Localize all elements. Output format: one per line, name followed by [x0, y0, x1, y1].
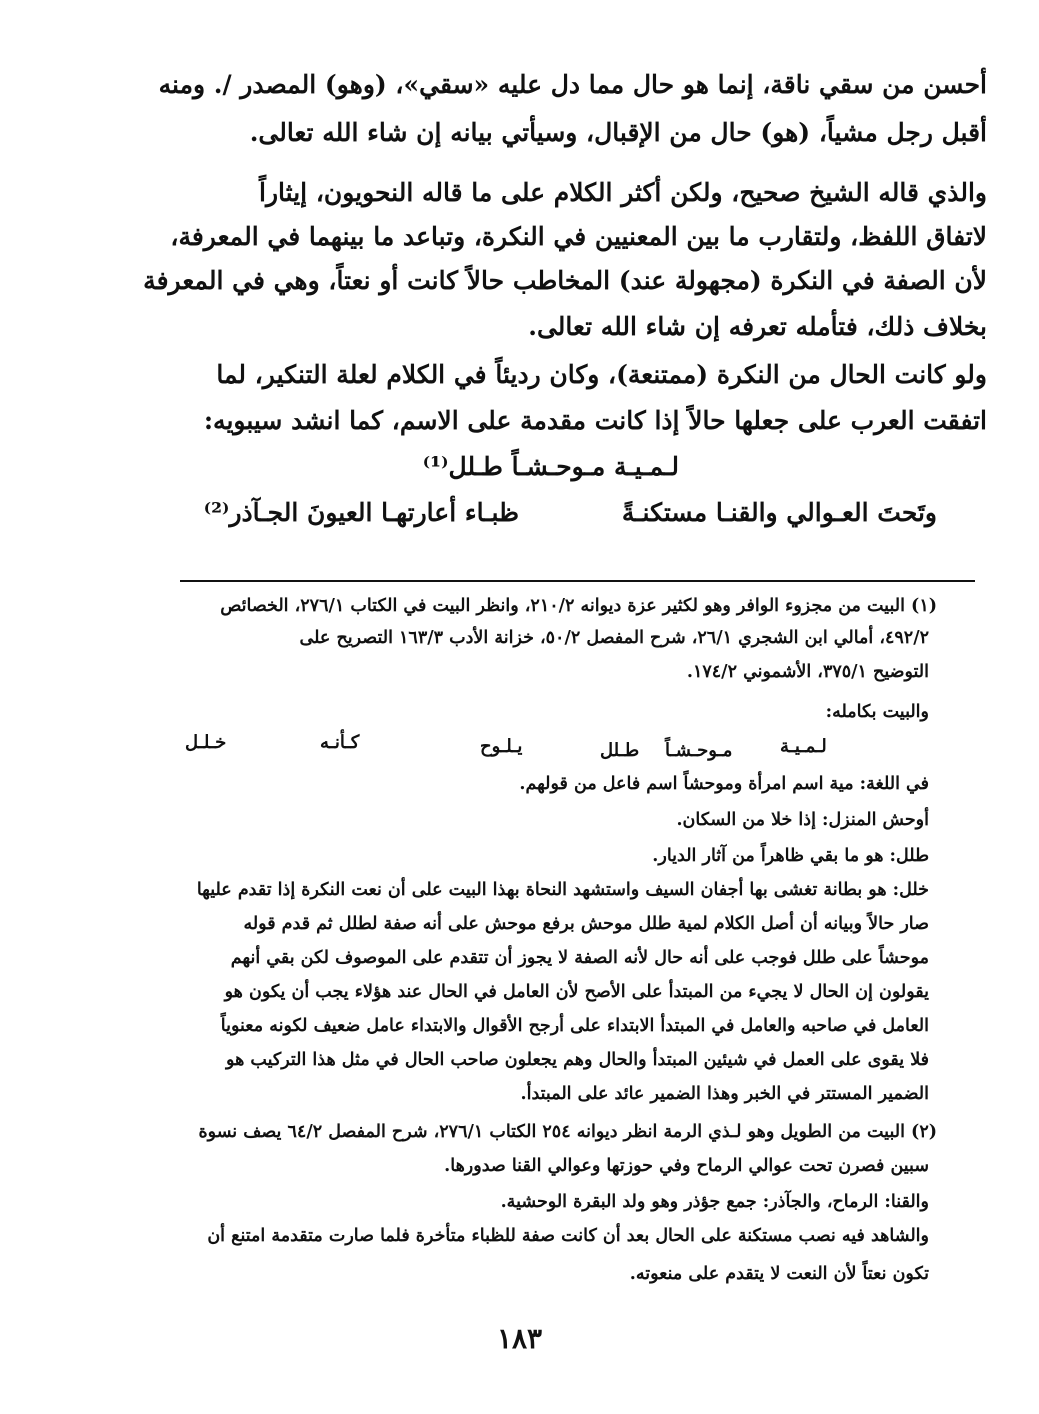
- verse-word: يـلـوح: [480, 736, 523, 757]
- footnote-line: والشاهد فيه نصب مستكنة على الحال بعد أن كانت صفة للظباء متأخرة فلما صارت متقدمة امتنع أن: [207, 1226, 929, 1246]
- footnote-line: طلل: هو ما بقي ظاهراً من آثار الديار.: [652, 846, 929, 866]
- main-text-line: بخلاف ذلك، فتأمله تعرفه إن شاء الله تعالى.: [528, 312, 987, 341]
- footnote-line: سبين فصرن تحت عوالي الرماح وفي حوزتها وعوالي القنا صدورها.: [444, 1156, 929, 1176]
- footnote-line: (١) البيت من مجزوء الوافر وهو لكثير عزة ديوانه ٢١٠/٢، وانظر البيت في الكتاب ٢٧٦/١، الخصائص: [220, 596, 937, 616]
- main-text-line: اتفقت العرب على جعلها حالاً إذا كانت مقدمة على الاسم، كما انشد سيبويه:: [203, 406, 987, 435]
- verse-word: طـلل: [600, 740, 640, 761]
- verse-hemistich-first: وتَحتَ العـوالي والقنـا مستكنـةً: [621, 498, 937, 527]
- footnote-line: والقنا: الرماح، والجآذر: جمع جؤذر وهو ولد البقرة الوحشية.: [500, 1192, 929, 1212]
- verse-word: لـمـيـة: [780, 736, 827, 757]
- verse-word: كـأنـه: [320, 732, 360, 753]
- footnote-line: التوضيح ٣٧٥/١، الأشموني ١٧٤/٢.: [686, 662, 929, 682]
- footnote-line: العامل في صاحبه والعامل في المبتدأ الابتداء على أرجح الأقوال والابتداء عامل ضعيف لكونه معنوياً: [220, 1016, 929, 1036]
- main-text-line: لاتفاق اللفظ، ولتقارب ما بين المعنيين في النكرة، وتباعد ما بينهما في المعرفة،: [170, 222, 987, 251]
- footnote-line: تكون نعتاً لأن النعت لا يتقدم على منعوته.: [629, 1264, 929, 1284]
- verse-word: خـلـل: [185, 732, 227, 753]
- footnote-line: الضمير المستتر في الخبر وهذا الضمير عائد على المبتدأ.: [520, 1084, 929, 1104]
- footnote-line: فلا يقوى على العمل في شيئين المبتدأ والحال وهم يجعلون صاحب الحال في مثل هذا التركيب هو: [226, 1050, 929, 1070]
- footnote-line: يقولون إن الحال لا يجيء من المبتدأ على الأصح لأن العامل في الحال عند هؤلاء يجب أن يكون هو: [224, 982, 929, 1002]
- footnote-line: والبيت بكامله:: [825, 702, 929, 722]
- footnote-line: ٤٩٢/٢، أمالي ابن الشجري ٢٦/١، شرح المفصل ٥٠/٢، خزانة الأدب ١٦٣/٣ التصريح على: [299, 628, 929, 648]
- main-text-line: والذي قاله الشيخ صحيح، ولكن أكثر الكلام على ما قاله النحويون، إيثاراً: [259, 178, 987, 207]
- verse-word: مـوحـشـاً: [665, 740, 733, 761]
- footnote-line: موحشاً على طلل فوجب على أنه حال لأنه الصفة لا يجوز أن تتقدم على الموصوف لكن بقي أنهم: [230, 948, 929, 968]
- footnote-line: خلل: هو بطانة تغشى بها أجفان السيف واستشهد النحاة بهذا البيت على أن نعت النكرة إذا تقدم عليها: [196, 880, 929, 900]
- main-text-line: أقبل رجل مشياً، (هو) حال من الإقبال، وسيأتي بيانه إن شاء الله تعالى.: [249, 118, 987, 147]
- main-text-line: أحسن من سقي ناقة، إنما هو حال مما دل عليه «سقي»، (وهو) المصدر /. ومنه: [158, 70, 987, 99]
- page-number: ١٨٣: [496, 1322, 543, 1355]
- footnote-line: أوحش المنزل: إذا خلا من السكان.: [676, 810, 929, 830]
- main-text-line: ولو كانت الحال من النكرة (ممتنعة)، وكان رديئاً في الكلام لعلة التنكير، لما: [216, 360, 987, 389]
- footnote-line: في اللغة: مية اسم امرأة وموحشاً اسم فاعل من قولهم.: [519, 774, 929, 794]
- footnote-line: صار حالاً وبيانه أن أصل الكلام لمية طلل موحش برفع موحش على أنه صفة لطلل ثم قدم قوله: [243, 914, 929, 934]
- verse-hemistich: لـمـيـة مـوحـشـاً طـلل⁽¹⁾: [422, 452, 679, 481]
- verse-hemistich-second: ظبـاء أعارتهـا العيونَ الجـآذر⁽²⁾: [203, 498, 519, 527]
- main-text-line: لأن الصفة في النكرة (مجهولة عند) المخاطب حالاً كانت أو نعتاً، وهي في المعرفة: [143, 266, 987, 295]
- footnote-line: (٢) البيت من الطويل وهو لـذي الرمة انظر ديوانه ٢٥٤ الكتاب ٢٧٦/١، شرح المفصل ٦٤/٢ يصف نسوة: [198, 1122, 937, 1142]
- footnote-separator: [180, 580, 975, 582]
